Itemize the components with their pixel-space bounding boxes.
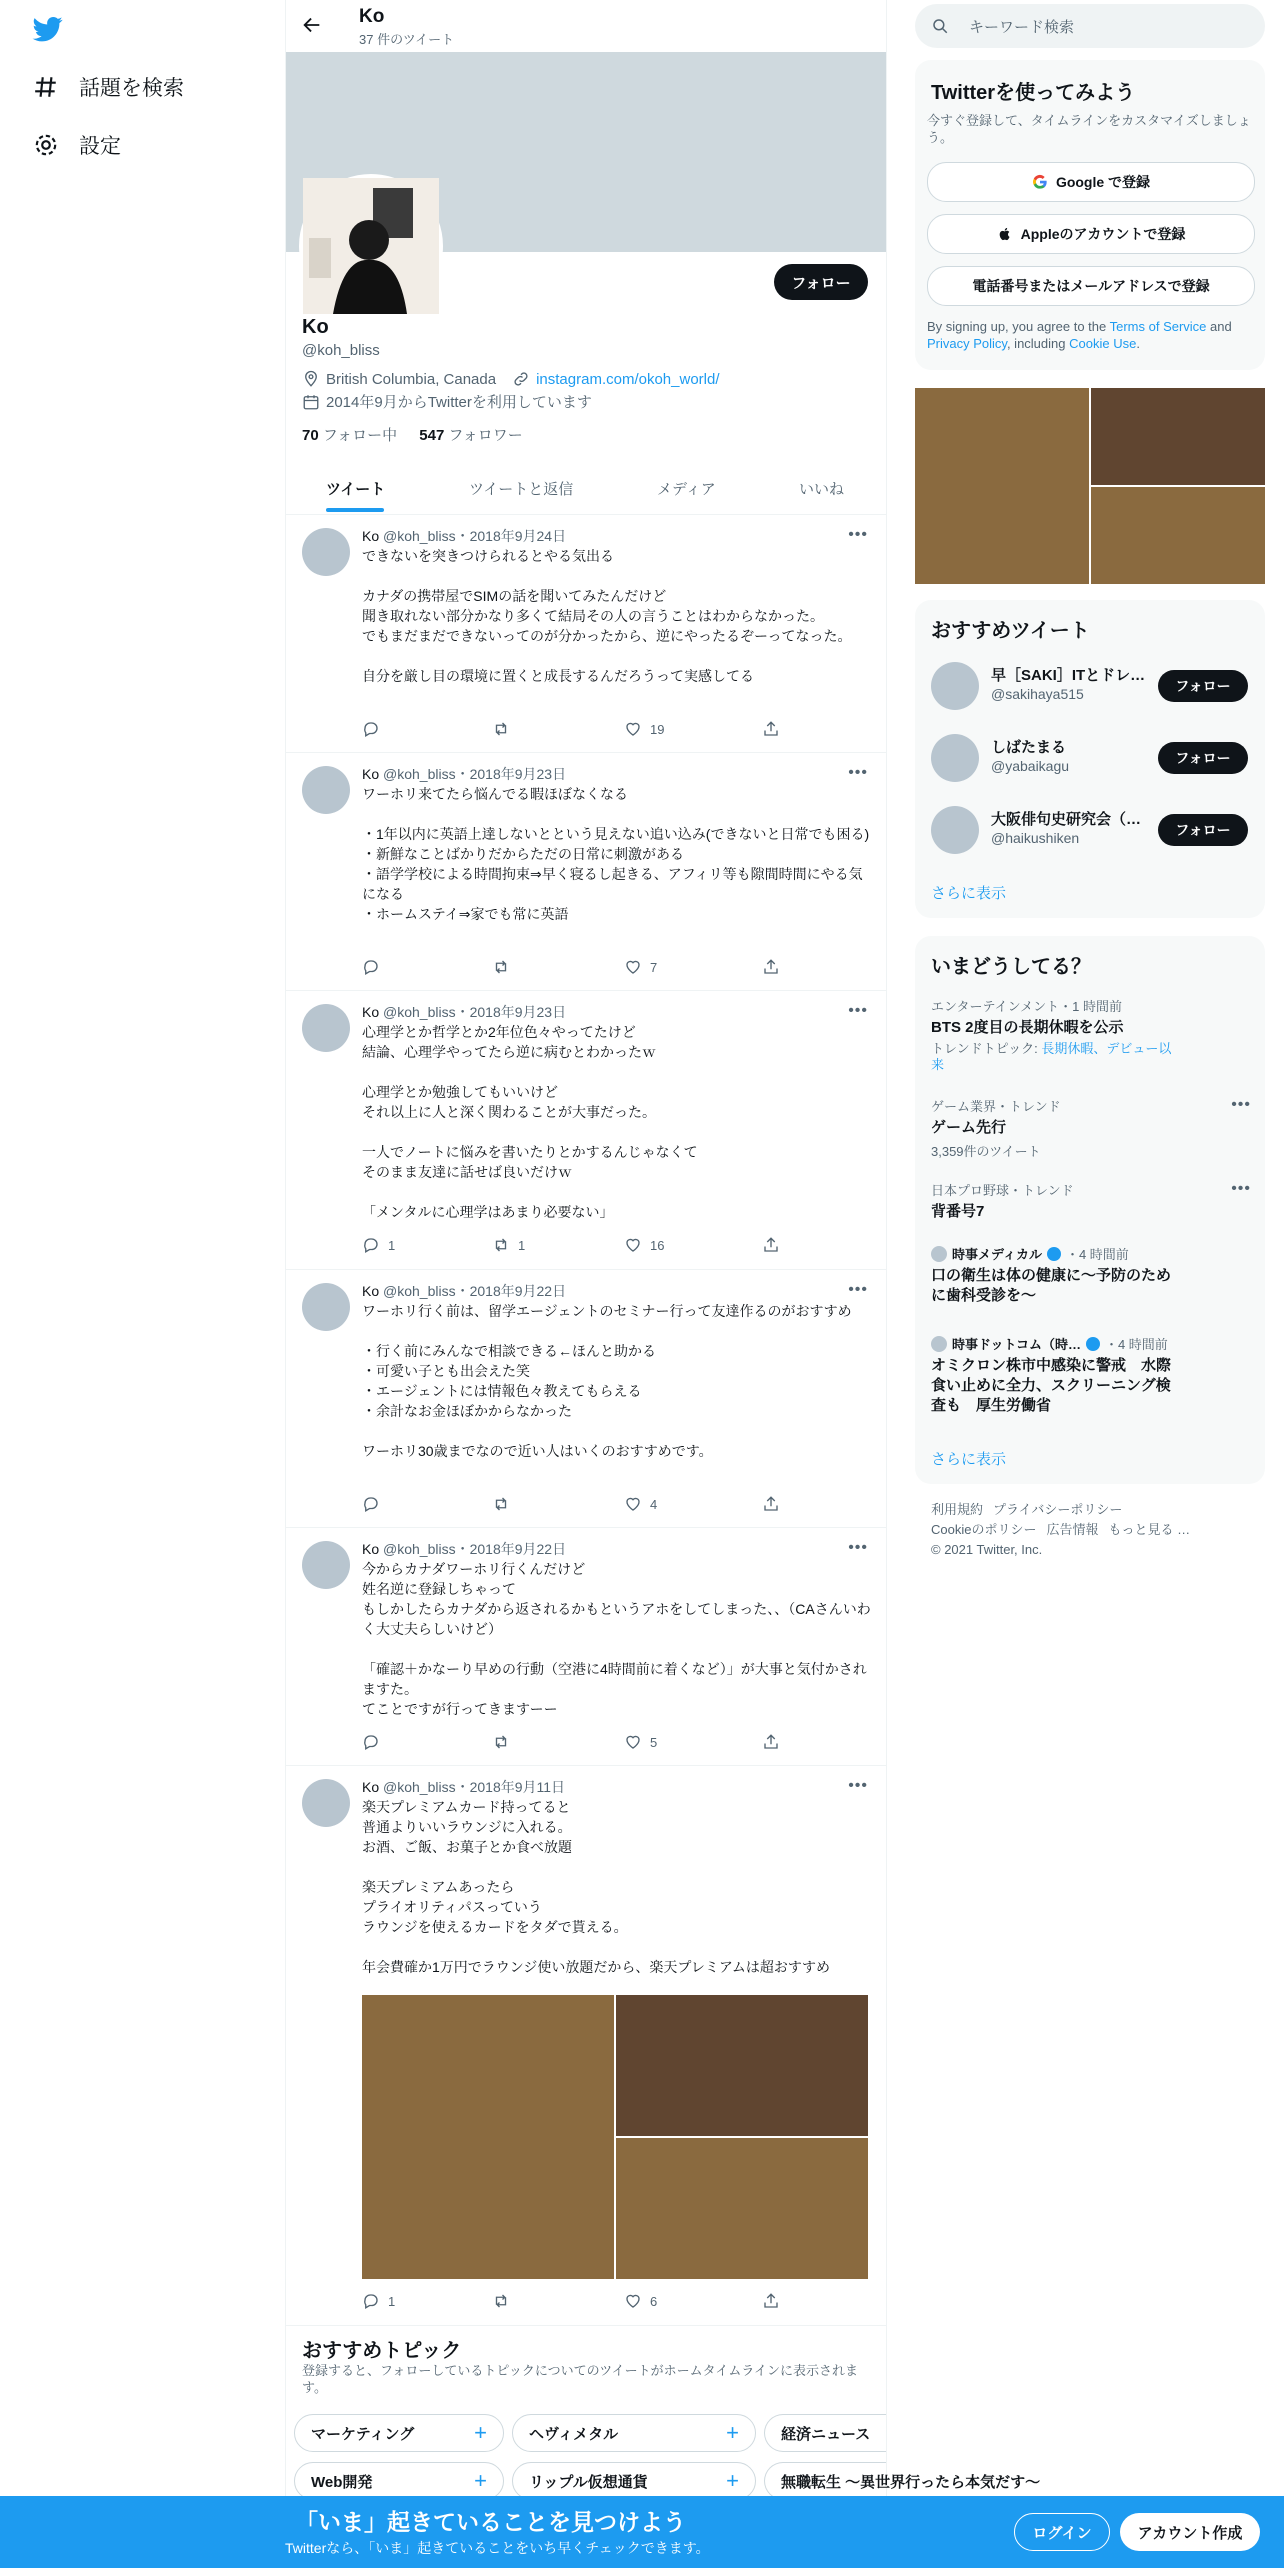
follow-button[interactable]: フォロー (1158, 742, 1248, 774)
plus-icon[interactable]: + (726, 2468, 739, 2493)
tweet-avatar[interactable] (302, 1779, 350, 1827)
more-options-icon[interactable]: ••• (848, 1777, 868, 1794)
tweet-header: Ko @koh_bliss・2018年9月24日 (362, 528, 567, 544)
retweet-button[interactable] (492, 1733, 518, 1751)
news-title: 口の衛生は体の健康に～予防のために歯科受診を～ (931, 1267, 1172, 1304)
media-photo[interactable] (915, 388, 1089, 584)
tweet-text: 心理学とか哲学とか2年位色々やってたけど 結論、心理学やってたら逆に病むとわかったｗ 心理学とか勉強してもいいけど それ以上に人と深く関わることが大事だった。 一人でノートに悩みを書いたりとかするんじゃなくて そのまま友達に話せば良いだけｗ 「メンタルに心理学はあまり必要ない」 (362, 1024, 698, 1220)
like-icon (624, 958, 642, 976)
news-source-row (931, 1334, 1251, 1353)
profile-avatar-image (303, 178, 439, 314)
reply-icon (362, 720, 380, 738)
profile-meta-row (302, 370, 720, 388)
reply-button[interactable] (362, 1495, 388, 1513)
location-icon (302, 370, 320, 388)
tweet-date[interactable]: 2018年9月22日 (469, 1541, 567, 1557)
terms-text: and (1206, 319, 1232, 334)
reply-icon (362, 1236, 380, 1254)
trend-subtext (931, 1041, 1181, 1073)
tweet-date[interactable]: 2018年9月11日 (469, 1779, 566, 1795)
tweet-avatar[interactable] (302, 528, 350, 576)
tweet-author-name[interactable]: Ko (362, 766, 380, 782)
phone-email-signup-button[interactable] (927, 266, 1255, 306)
retweet-button[interactable] (492, 958, 518, 976)
tab-media[interactable]: メディア (657, 480, 716, 498)
suggested-account-name: しばたまる (991, 739, 1067, 756)
like-icon (624, 1236, 642, 1254)
followers-link[interactable] (419, 427, 522, 444)
trends-card (915, 936, 1265, 1484)
like-button[interactable] (624, 1495, 657, 1513)
tweet-photo[interactable] (616, 2138, 868, 2279)
tweet-text: ワーホリ行く前は、留学エージェントのセミナー行って友達作るのがおすすめ ・行く前にみんなで相談できる←ほんと助かる ・可愛い子とも出会えた笑 ・エージェントには情報色々教えてもらえる ・余計なお金ほぼかからなかった ワーホリ30歳までなので近い人はいくのおすすめです。 (362, 1303, 852, 1459)
more-options-icon[interactable]: ••• (848, 1002, 868, 1019)
following-count: 70 (302, 427, 319, 444)
footer-cookie-link[interactable]: Cookieのポリシー (931, 1522, 1037, 1537)
google-signup-button[interactable] (927, 162, 1255, 202)
search-placeholder: キーワード検索 (969, 18, 1075, 36)
tweet[interactable] (286, 990, 886, 1270)
back-arrow-icon[interactable] (301, 14, 323, 36)
tweet-author-name[interactable]: Ko (362, 1541, 380, 1557)
retweet-button[interactable] (492, 2292, 518, 2310)
phone-email-signup-label: 電話番号またはメールアドレスで登録 (972, 278, 1210, 294)
copyright: © 2021 Twitter, Inc. (931, 1542, 1043, 1557)
google-icon (1032, 174, 1048, 190)
terms-text: , including (1006, 336, 1070, 351)
topic-chip-label: Web開発 (311, 2473, 373, 2491)
avatar[interactable] (931, 734, 979, 782)
topics-description: 登録すると、フォローしているトピックについてのツイートがホームタイムラインに表示されます。 (302, 2363, 859, 2395)
tweet-date[interactable]: 2018年9月23日 (469, 1004, 567, 1020)
tweet-date[interactable]: 2018年9月22日 (469, 1283, 567, 1299)
tweet-author-handle[interactable]: @koh_bliss (383, 1004, 456, 1020)
tweet-date[interactable]: 2018年9月23日 (469, 766, 567, 782)
signup-description: 今すぐ登録して、タイムラインをカスタマイズしましょう。 (927, 113, 1251, 145)
media-photo[interactable] (1091, 388, 1265, 485)
tweet[interactable] (286, 514, 886, 753)
signup-terms (927, 318, 1257, 352)
share-icon (762, 1733, 780, 1751)
tab-likes[interactable]: いいね (799, 480, 845, 498)
like-count: 6 (650, 2293, 658, 2309)
suggested-account-handle: @yabaikagu (991, 758, 1070, 774)
tweet-avatar[interactable] (302, 1283, 350, 1331)
retweet-button[interactable] (492, 1236, 525, 1254)
signup-title: Twitterを使ってみよう (931, 82, 1136, 104)
tweet-photo[interactable] (362, 1995, 614, 2279)
share-icon (762, 720, 780, 738)
share-icon (762, 958, 780, 976)
apple-icon (997, 226, 1013, 242)
news-title: オミクロン株市中感染に警戒 水際食い止めに全力、スクリーニング検査も 厚生労働省 (931, 1357, 1172, 1414)
suggested-account[interactable] (915, 724, 1265, 790)
more-options-icon[interactable]: ••• (848, 526, 868, 543)
share-icon (762, 2292, 780, 2310)
topic-chip[interactable] (764, 2462, 1041, 2500)
bottom-signup-bar (0, 2496, 1284, 2568)
suggested-account-name: 大阪俳句史研究会（… (991, 811, 1142, 828)
profile-name: Ko (302, 316, 329, 338)
tweet-media-grid[interactable] (362, 1995, 868, 2279)
login-button[interactable]: ログイン (1014, 2513, 1110, 2551)
nav-settings-label: 設定 (79, 135, 121, 158)
suggested-account[interactable] (915, 652, 1265, 718)
news-item[interactable] (931, 1244, 1251, 1306)
reply-icon (362, 958, 380, 976)
following-label: フォロー中 (322, 427, 398, 444)
avatar[interactable] (931, 662, 979, 710)
tweet-header: Ko @koh_bliss・2018年9月23日 (362, 1004, 567, 1020)
like-button[interactable] (624, 1236, 664, 1254)
who-to-follow-card (915, 600, 1265, 918)
profile-header-bar (286, 0, 886, 52)
more-options-icon[interactable]: ••• (1231, 1096, 1251, 1113)
terms-text: By signing up, you agree to the (927, 319, 1110, 334)
share-icon (762, 1495, 780, 1513)
topic-chip[interactable] (764, 2414, 886, 2452)
trend-context: エンターテインメント・1 時間前 (931, 999, 1123, 1014)
tweet[interactable] (286, 1765, 886, 2326)
topic-chip-label: 無職転生 ～異世界行ったら本気だす～ (781, 2473, 1041, 2491)
follow-button[interactable]: フォロー (1158, 814, 1248, 846)
tweet-header: Ko @koh_bliss・2018年9月22日 (362, 1541, 567, 1557)
tweet-actions (362, 1495, 782, 1515)
follow-button[interactable]: フォロー (1158, 670, 1248, 702)
tweet-author-name[interactable]: Ko (362, 1283, 380, 1299)
like-count: 16 (650, 1237, 665, 1253)
topic-chip[interactable] (294, 2414, 504, 2452)
link-icon (512, 370, 530, 388)
tweet-header: Ko @koh_bliss・2018年9月22日 (362, 1283, 567, 1299)
share-button[interactable] (762, 720, 780, 738)
profile-handle: @koh_bliss (302, 342, 380, 359)
tweet-author-name[interactable]: Ko (362, 1779, 380, 1795)
tab-tweets-replies[interactable]: ツイートと返信 (469, 480, 574, 498)
search-icon (931, 17, 949, 35)
reply-button[interactable] (362, 1733, 388, 1751)
share-button[interactable] (762, 1495, 780, 1513)
like-button[interactable] (624, 720, 664, 738)
trends-title: いまどうしてる？ (931, 956, 1091, 978)
retweet-icon (492, 720, 510, 738)
signup-button[interactable]: アカウント作成 (1120, 2513, 1260, 2551)
tweet-photo[interactable] (616, 1995, 868, 2136)
tweet-actions (362, 958, 782, 978)
share-icon (762, 1236, 780, 1254)
trend-item[interactable] (931, 1180, 1251, 1222)
tweet-avatar[interactable] (302, 1004, 350, 1052)
apple-signup-label: Appleのアカウントで登録 (1020, 226, 1186, 242)
terms-text: . (1136, 336, 1140, 351)
topic-chip[interactable] (294, 2462, 504, 2500)
tweet-actions (362, 720, 782, 740)
left-nav (0, 0, 285, 2568)
verified-icon (1086, 1337, 1100, 1351)
hashtag-icon (33, 74, 59, 100)
like-count: 7 (650, 959, 658, 975)
google-signup-label: Google で登録 (1055, 174, 1151, 190)
show-more-link[interactable]: さらに表示 (931, 1451, 1007, 1468)
like-icon (624, 1495, 642, 1513)
tweet-text: ワーホリ来てたら悩んでる暇ほぼなくなる ・1年以内に英語上達しないとという見えない追い込み(できないと日常でも困る) ・新鮮なことばかりだからただの日常に刺激がある ・語学学校による時間拘束⇒早く寝るし起きる、アフィリ等も隙間時間にやる気になる ・ホームステイ⇒家でも常に英語 (362, 786, 870, 922)
retweet-icon (492, 2292, 510, 2310)
news-item[interactable] (931, 1334, 1251, 1416)
footer-terms-link[interactable]: 利用規約 (931, 1502, 984, 1517)
profile-location: British Columbia, Canada (326, 370, 497, 388)
followers-label: フォロワー (448, 427, 523, 444)
profile-stats (302, 424, 523, 445)
tweet-actions (362, 1733, 782, 1753)
tweet-author-handle[interactable]: @koh_bliss (383, 528, 456, 544)
tweet-author-handle[interactable]: @koh_bliss (383, 1779, 456, 1795)
header-tweet-count: 37 件のツイート (359, 32, 455, 47)
reply-count: 1 (388, 2293, 396, 2309)
tweet[interactable] (286, 752, 886, 991)
reply-icon (362, 2292, 380, 2310)
followers-count: 547 (419, 427, 445, 444)
apple-signup-button[interactable] (927, 214, 1255, 254)
tweet-author-name[interactable]: Ko (362, 528, 380, 544)
tweet-author-handle[interactable]: @koh_bliss (383, 766, 456, 782)
retweet-icon (492, 958, 510, 976)
tweet-avatar[interactable] (302, 1541, 350, 1589)
profile-link[interactable]: instagram.com/okoh_world/ (536, 370, 720, 388)
like-button[interactable] (624, 1733, 657, 1751)
twitter-logo-icon[interactable] (33, 14, 63, 44)
profile-joined-row (302, 391, 592, 412)
trend-context: 日本プロ野球・トレンド (931, 1183, 1074, 1198)
like-count: 19 (650, 721, 665, 737)
nav-settings[interactable] (33, 130, 121, 160)
tweet-header: Ko @koh_bliss・2018年9月11日 (362, 1779, 566, 1795)
follow-button[interactable]: フォロー (774, 264, 868, 300)
topic-chip-label: ヘヴィメタル (529, 2425, 619, 2443)
topics-title: おすすめトピック (302, 2340, 462, 2362)
search-box[interactable] (915, 4, 1265, 48)
tweet-author-handle[interactable]: @koh_bliss (383, 1283, 456, 1299)
tweet[interactable] (286, 1269, 886, 1528)
tweet-author-handle[interactable]: @koh_bliss (383, 1541, 456, 1557)
more-options-icon[interactable]: ••• (848, 1539, 868, 1556)
verified-icon (1047, 1247, 1061, 1261)
nav-explore-label: 話題を検索 (79, 77, 184, 100)
trend-tweet-count: 3,359件のツイート (931, 1144, 1041, 1159)
tweet-date[interactable]: 2018年9月24日 (469, 528, 567, 544)
topic-chip[interactable] (512, 2462, 756, 2500)
suggested-account-handle: @haikushiken (991, 830, 1080, 846)
retweet-button[interactable] (492, 720, 518, 738)
retweet-count: 1 (518, 1237, 526, 1253)
plus-icon[interactable]: + (474, 2420, 487, 2445)
retweet-button[interactable] (492, 1495, 518, 1513)
news-time: ・4 時間前 (1065, 1247, 1129, 1262)
reply-button[interactable] (362, 1236, 395, 1254)
like-button[interactable] (624, 2292, 657, 2310)
profile-avatar[interactable] (299, 174, 443, 318)
signup-card (915, 60, 1265, 370)
like-icon (624, 2292, 642, 2310)
footer-more-link[interactable]: もっと見る … (1108, 1522, 1191, 1537)
like-count: 5 (650, 1734, 658, 1750)
tab-tweets[interactable]: ツイート (326, 480, 386, 498)
like-count: 4 (650, 1496, 658, 1512)
like-icon (624, 720, 642, 738)
retweet-icon (492, 1733, 510, 1751)
share-button[interactable] (762, 1733, 780, 1751)
gear-icon (33, 132, 59, 158)
topic-chip[interactable] (512, 2414, 756, 2452)
trend-item[interactable] (931, 1096, 1251, 1160)
news-source-name: 時事メディカル (952, 1247, 1042, 1262)
terms-of-service-link[interactable]: Terms of Service (1109, 319, 1207, 334)
suggested-account[interactable] (915, 796, 1265, 862)
news-source-row (931, 1244, 1251, 1263)
privacy-policy-link[interactable]: Privacy Policy (927, 336, 1007, 351)
tweet-actions (362, 2292, 782, 2312)
more-options-icon[interactable]: ••• (848, 1281, 868, 1298)
following-link[interactable] (302, 427, 397, 444)
tweet-avatar[interactable] (302, 766, 350, 814)
reply-icon (362, 1733, 380, 1751)
tweet[interactable] (286, 1527, 886, 1766)
news-source-avatar (931, 1336, 947, 1352)
more-options-icon[interactable]: ••• (1231, 1180, 1251, 1197)
header-name: Ko (359, 6, 385, 27)
trend-context: ゲーム業界・トレンド (931, 1099, 1061, 1114)
topic-chip-label: マーケティング (311, 2425, 415, 2443)
plus-icon[interactable]: + (474, 2468, 487, 2493)
nav-explore[interactable] (33, 72, 184, 102)
avatar[interactable] (931, 806, 979, 854)
trend-topic-label: トレンドトピック: (931, 1041, 1042, 1056)
share-button[interactable] (762, 2292, 780, 2310)
footer-privacy-link[interactable]: プライバシーポリシー (993, 1502, 1123, 1517)
media-photo[interactable] (1091, 487, 1265, 584)
retweet-icon (492, 1495, 510, 1513)
suggested-account-name: 早［SAKI］ITとドレ… (991, 667, 1146, 684)
profile-joined: 2014年9月からTwitterを利用しています (326, 394, 592, 411)
suggested-account-handle: @sakihaya515 (991, 686, 1084, 702)
more-options-icon[interactable]: ••• (848, 764, 868, 781)
tweet-actions (362, 1236, 782, 1256)
like-icon (624, 1733, 642, 1751)
tweet-header: Ko @koh_bliss・2018年9月23日 (362, 766, 567, 782)
trend-title: BTS 2度目の長期休暇を公示 (931, 1019, 1124, 1036)
tweet-text: 楽天プレミアムカード持ってると 普通よりいいラウンジに入れる。 お酒、ご飯、お菓子とか食べ放題 楽天プレミアムあったら プライオリティパスっていう ラウンジを使えるカードをタダで貰える。 年会費確か1万円でラウンジ使い放題だから、楽天プレミアムは超おすすめ (362, 1799, 831, 1975)
reply-button[interactable] (362, 2292, 395, 2310)
tweet-text: 今からカナダワーホリ行くんだけど 姓名逆に登録しちゃって もしかしたらカナダから返されるかもというアホをしてしまった、、（CAさんいわく大丈夫らしいけど） 「確認＋かなーり早めの行動（空港に4時間前に着くなど）」が大事と気付かされますた。 てことですが行ってきますーー (362, 1561, 871, 1717)
share-button[interactable] (762, 958, 780, 976)
plus-icon[interactable]: + (726, 2420, 739, 2445)
topic-chip-label: 経済ニュース (781, 2425, 871, 2443)
trend-item[interactable] (931, 996, 1251, 1073)
trend-topic-link[interactable]: 長期休暇、デビュー以来 (931, 1041, 1172, 1072)
who-to-follow-title: おすすめツイート (931, 620, 1090, 642)
show-more-link[interactable]: さらに表示 (931, 885, 1007, 902)
reply-button[interactable] (362, 958, 388, 976)
tweet-author-name[interactable]: Ko (362, 1004, 380, 1020)
bottom-bar-subtitle: Twitterなら、「いま」起きていることをいち早くチェックできます。 (285, 2540, 710, 2556)
sidebar-footer (931, 1500, 1261, 1560)
like-button[interactable] (624, 958, 657, 976)
news-time: ・4 時間前 (1104, 1337, 1168, 1352)
topic-chip-label: リップル仮想通貨 (529, 2473, 648, 2491)
retweet-icon (492, 1236, 510, 1254)
reply-icon (362, 1495, 380, 1513)
trend-title: 背番号7 (931, 1203, 985, 1220)
share-button[interactable] (762, 1236, 780, 1254)
tweet-text: できないを突きつけられるとやる気出る カナダの携帯屋でSIMの話を聞いてみたんだけど 聞き取れない部分かなり多くて結局その人の言うことはわからなかった。 でもまだまだできないってのが分かったから、逆にやったるぞーってなった。 自分を厳し目の環境に置くと成長するんだろうって実感してる (362, 548, 852, 684)
active-tab-indicator (326, 508, 384, 512)
media-grid[interactable] (915, 388, 1265, 584)
news-source-avatar (931, 1246, 947, 1262)
news-source-name: 時事ドットコム（時… (952, 1337, 1081, 1352)
bottom-bar-title: 「いま」起きていることを見つけよう (295, 2509, 686, 2535)
footer-ads-link[interactable]: 広告情報 (1046, 1522, 1099, 1537)
calendar-icon (302, 393, 320, 411)
reply-button[interactable] (362, 720, 388, 738)
cookie-use-link[interactable]: Cookie Use (1069, 336, 1137, 351)
trend-title: ゲーム先行 (931, 1119, 1007, 1136)
reply-count: 1 (388, 1237, 396, 1253)
